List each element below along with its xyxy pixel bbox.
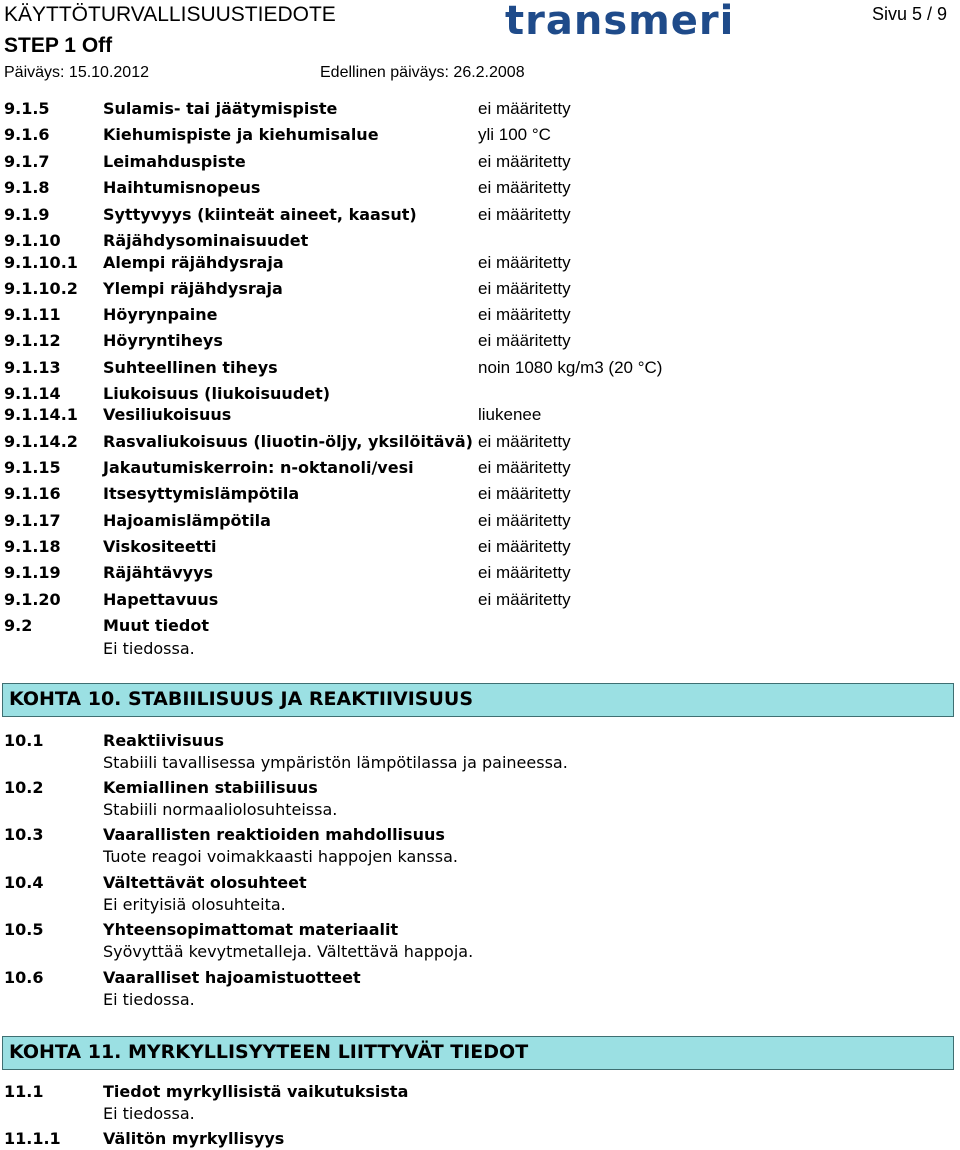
row-value: ei määritetty <box>478 432 571 451</box>
row-number: 9.1.14.1 <box>4 405 78 424</box>
item-number: 10.1 <box>4 731 44 750</box>
item-note: Stabiili tavallisessa ympäristön lämpötilassa ja paineessa. <box>103 753 568 772</box>
row-label: Alempi räjähdysraja <box>103 253 284 272</box>
row-label: Haihtumisnopeus <box>103 178 261 197</box>
item-label: Välitön myrkyllisyys <box>103 1129 285 1148</box>
row-label: Suhteellinen tiheys <box>103 358 278 377</box>
row-label: Räjähdysominaisuudet <box>103 231 309 250</box>
item-number: 10.5 <box>4 920 44 939</box>
item-label: Vältettävät olosuhteet <box>103 873 307 892</box>
row-number: 9.1.17 <box>4 511 61 530</box>
section-10-title: KOHTA 10. STABIILISUUS JA REAKTIIVISUUS <box>9 688 474 710</box>
item-number: 10.2 <box>4 778 44 797</box>
row-number: 9.1.10.1 <box>4 253 78 272</box>
item-note: Ei erityisiä olosuhteita. <box>103 895 286 914</box>
item-number: 10.3 <box>4 825 44 844</box>
row-value: ei määritetty <box>478 253 571 272</box>
row-value: ei määritetty <box>478 305 571 324</box>
item-label: Reaktiivisuus <box>103 731 224 750</box>
logo-text: transmeri <box>505 2 730 42</box>
row-number: 9.1.9 <box>4 205 50 224</box>
row-label: Höyrynpaine <box>103 305 218 324</box>
item-note: Ei tiedossa. <box>103 990 195 1009</box>
row-number: 9.1.20 <box>4 590 61 609</box>
row-number: 9.1.10.2 <box>4 279 78 298</box>
row-number: 9.1.16 <box>4 484 61 503</box>
product-name: STEP 1 Off <box>4 34 113 57</box>
item-note: Stabiili normaaliolosuhteissa. <box>103 800 338 819</box>
row-value: yli 100 °C <box>478 125 551 144</box>
section-11-title: KOHTA 11. MYRKYLLISYYTEEN LIITTYVÄT TIEDOT <box>9 1041 529 1063</box>
item-label: Tiedot myrkyllisistä vaikutuksista <box>103 1082 409 1101</box>
item-number: 10.4 <box>4 873 44 892</box>
item-note: Syövyttää kevytmetalleja. Vältettävä happoja. <box>103 942 474 961</box>
row-label: Ylempi räjähdysraja <box>103 279 283 298</box>
row-number: 9.1.14.2 <box>4 432 78 451</box>
row-label: Hapettavuus <box>103 590 219 609</box>
row-value: ei määritetty <box>478 537 571 556</box>
row-label: Itsesyttymislämpötila <box>103 484 300 503</box>
item-label: Yhteensopimattomat materiaalit <box>103 920 399 939</box>
row-label: Kiehumispiste ja kiehumisalue <box>103 125 379 144</box>
row-number: 9.1.5 <box>4 99 50 118</box>
row-number: 9.1.11 <box>4 305 61 324</box>
row-value: ei määritetty <box>478 279 571 298</box>
item-label: Muut tiedot <box>103 616 209 635</box>
row-number: 9.1.13 <box>4 358 61 377</box>
row-value: ei määritetty <box>478 484 571 503</box>
item-note: Ei tiedossa. <box>103 1104 195 1123</box>
row-number: 9.1.8 <box>4 178 50 197</box>
row-label: Rasvaliukoisuus (liuotin-öljy, yksilöitävä) <box>103 432 473 451</box>
item-label: Vaarallisten reaktioiden mahdollisuus <box>103 825 445 844</box>
row-label: Räjähtävyys <box>103 563 214 582</box>
row-label: Höyryntiheys <box>103 331 223 350</box>
row-value: noin 1080 kg/m3 (20 °C) <box>478 358 663 377</box>
row-value: ei määritetty <box>478 563 571 582</box>
row-number: 9.1.15 <box>4 458 61 477</box>
row-label: Sulamis- tai jäätymispiste <box>103 99 338 118</box>
row-value: ei määritetty <box>478 152 571 171</box>
row-number: 9.1.7 <box>4 152 50 171</box>
row-number: 9.1.12 <box>4 331 61 350</box>
row-label: Jakautumiskerroin: n-oktanoli/vesi <box>103 458 414 477</box>
row-number: 9.1.14 <box>4 384 61 403</box>
section-10-header <box>2 683 954 717</box>
row-value: ei määritetty <box>478 205 571 224</box>
item-note: Ei tiedossa. <box>103 639 195 658</box>
row-value: ei määritetty <box>478 99 571 118</box>
section-11-header <box>2 1036 954 1070</box>
item-number: 11.1 <box>4 1082 44 1101</box>
row-number: 9.1.10 <box>4 231 61 250</box>
row-label: Vesiliukoisuus <box>103 405 232 424</box>
row-value: ei määritetty <box>478 590 571 609</box>
row-value: liukenee <box>478 405 542 424</box>
row-value: ei määritetty <box>478 511 571 530</box>
item-number: 9.2 <box>4 616 33 635</box>
row-label: Viskositeetti <box>103 537 217 556</box>
transmeri-logo <box>505 2 730 46</box>
row-label: Leimahduspiste <box>103 152 246 171</box>
row-number: 9.1.6 <box>4 125 50 144</box>
row-value: ei määritetty <box>478 331 571 350</box>
previous-date: Edellinen päiväys: 26.2.2008 <box>320 64 525 81</box>
revision-date: Päiväys: 15.10.2012 <box>4 64 149 81</box>
row-label: Syttyvyys (kiinteät aineet, kaasut) <box>103 205 417 224</box>
item-note: Tuote reagoi voimakkaasti happojen kanssa. <box>103 847 458 866</box>
item-number: 11.1.1 <box>4 1129 61 1148</box>
row-value: ei määritetty <box>478 458 571 477</box>
row-value: ei määritetty <box>478 178 571 197</box>
document-title: KÄYTTÖTURVALLISUUSTIEDOTE <box>4 3 336 26</box>
row-label: Hajoamislämpötila <box>103 511 271 530</box>
row-label: Liukoisuus (liukoisuudet) <box>103 384 331 403</box>
row-number: 9.1.18 <box>4 537 61 556</box>
row-number: 9.1.19 <box>4 563 61 582</box>
item-label: Vaaralliset hajoamistuotteet <box>103 968 361 987</box>
item-label: Kemiallinen stabiilisuus <box>103 778 318 797</box>
item-number: 10.6 <box>4 968 44 987</box>
page-indicator: Sivu 5 / 9 <box>872 4 948 24</box>
